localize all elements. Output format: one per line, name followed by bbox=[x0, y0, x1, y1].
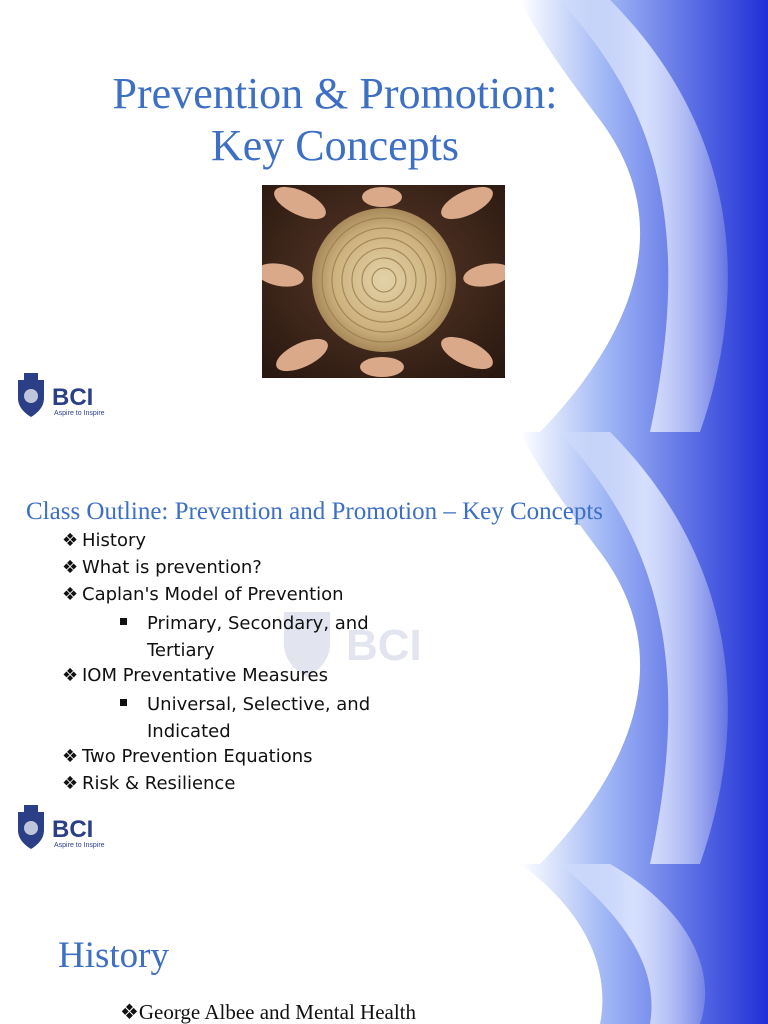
logo-brand: BCI bbox=[52, 384, 94, 411]
crest-icon bbox=[14, 804, 48, 850]
outline-title: Class Outline: Prevention and Promotion – Key Concepts bbox=[26, 498, 604, 525]
diamond-bullet-icon: ❖ bbox=[62, 746, 79, 767]
list-item: ❖ Two Prevention Equations bbox=[62, 746, 313, 767]
bci-logo bbox=[14, 372, 104, 422]
crest-icon bbox=[14, 372, 48, 418]
bci-logo bbox=[14, 804, 104, 854]
diamond-bullet-icon: ❖ bbox=[62, 584, 79, 605]
square-bullet-icon bbox=[120, 699, 127, 706]
hands-basket-photo bbox=[262, 185, 505, 378]
diamond-bullet-icon: ❖ bbox=[62, 530, 79, 551]
diamond-bullet-icon: ❖ bbox=[62, 665, 79, 686]
logo-tagline: Aspire to Inspire bbox=[54, 842, 105, 849]
svg-text:BCI: BCI bbox=[346, 621, 422, 670]
logo-tagline: Aspire to Inspire bbox=[54, 410, 105, 417]
slide-title bbox=[0, 0, 768, 432]
list-item: ❖ IOM Preventative Measures bbox=[62, 665, 328, 686]
diamond-bullet-icon: ❖ bbox=[62, 557, 79, 578]
title-line-2: Key Concepts bbox=[210, 121, 460, 170]
diamond-bullet-icon: ❖ bbox=[120, 1000, 139, 1024]
square-bullet-icon bbox=[120, 618, 127, 625]
diamond-bullet-icon: ❖ bbox=[62, 773, 79, 794]
slide-outline: BCI Class Outline: Prevention and Promotion – Key Concepts ❖ History ❖ What is prevention? ❖ Caplan's Model of Prevention Primary, Secondary, and Tertiary ❖ IOM Preventative Measures Universal, Selective, and Indicated ❖ Two Prevention Equations ❖ Risk & Resilience BCI Aspire to Inspire bbox=[0, 432, 768, 864]
slide-history bbox=[0, 864, 768, 1024]
list-item: ❖ What is prevention? bbox=[62, 557, 262, 578]
list-item: ❖ History bbox=[62, 530, 147, 551]
slide-title-heading bbox=[60, 68, 610, 172]
list-item: ❖ Risk & Resilience bbox=[62, 773, 236, 794]
list-item: ❖ Caplan's Model of Prevention bbox=[62, 584, 344, 605]
list-item: ❖George Albee and Mental Health bbox=[120, 1000, 417, 1024]
title-line-1: Prevention & Promotion: bbox=[112, 69, 558, 118]
logo-brand: BCI bbox=[52, 816, 94, 843]
history-title: History bbox=[58, 935, 169, 976]
